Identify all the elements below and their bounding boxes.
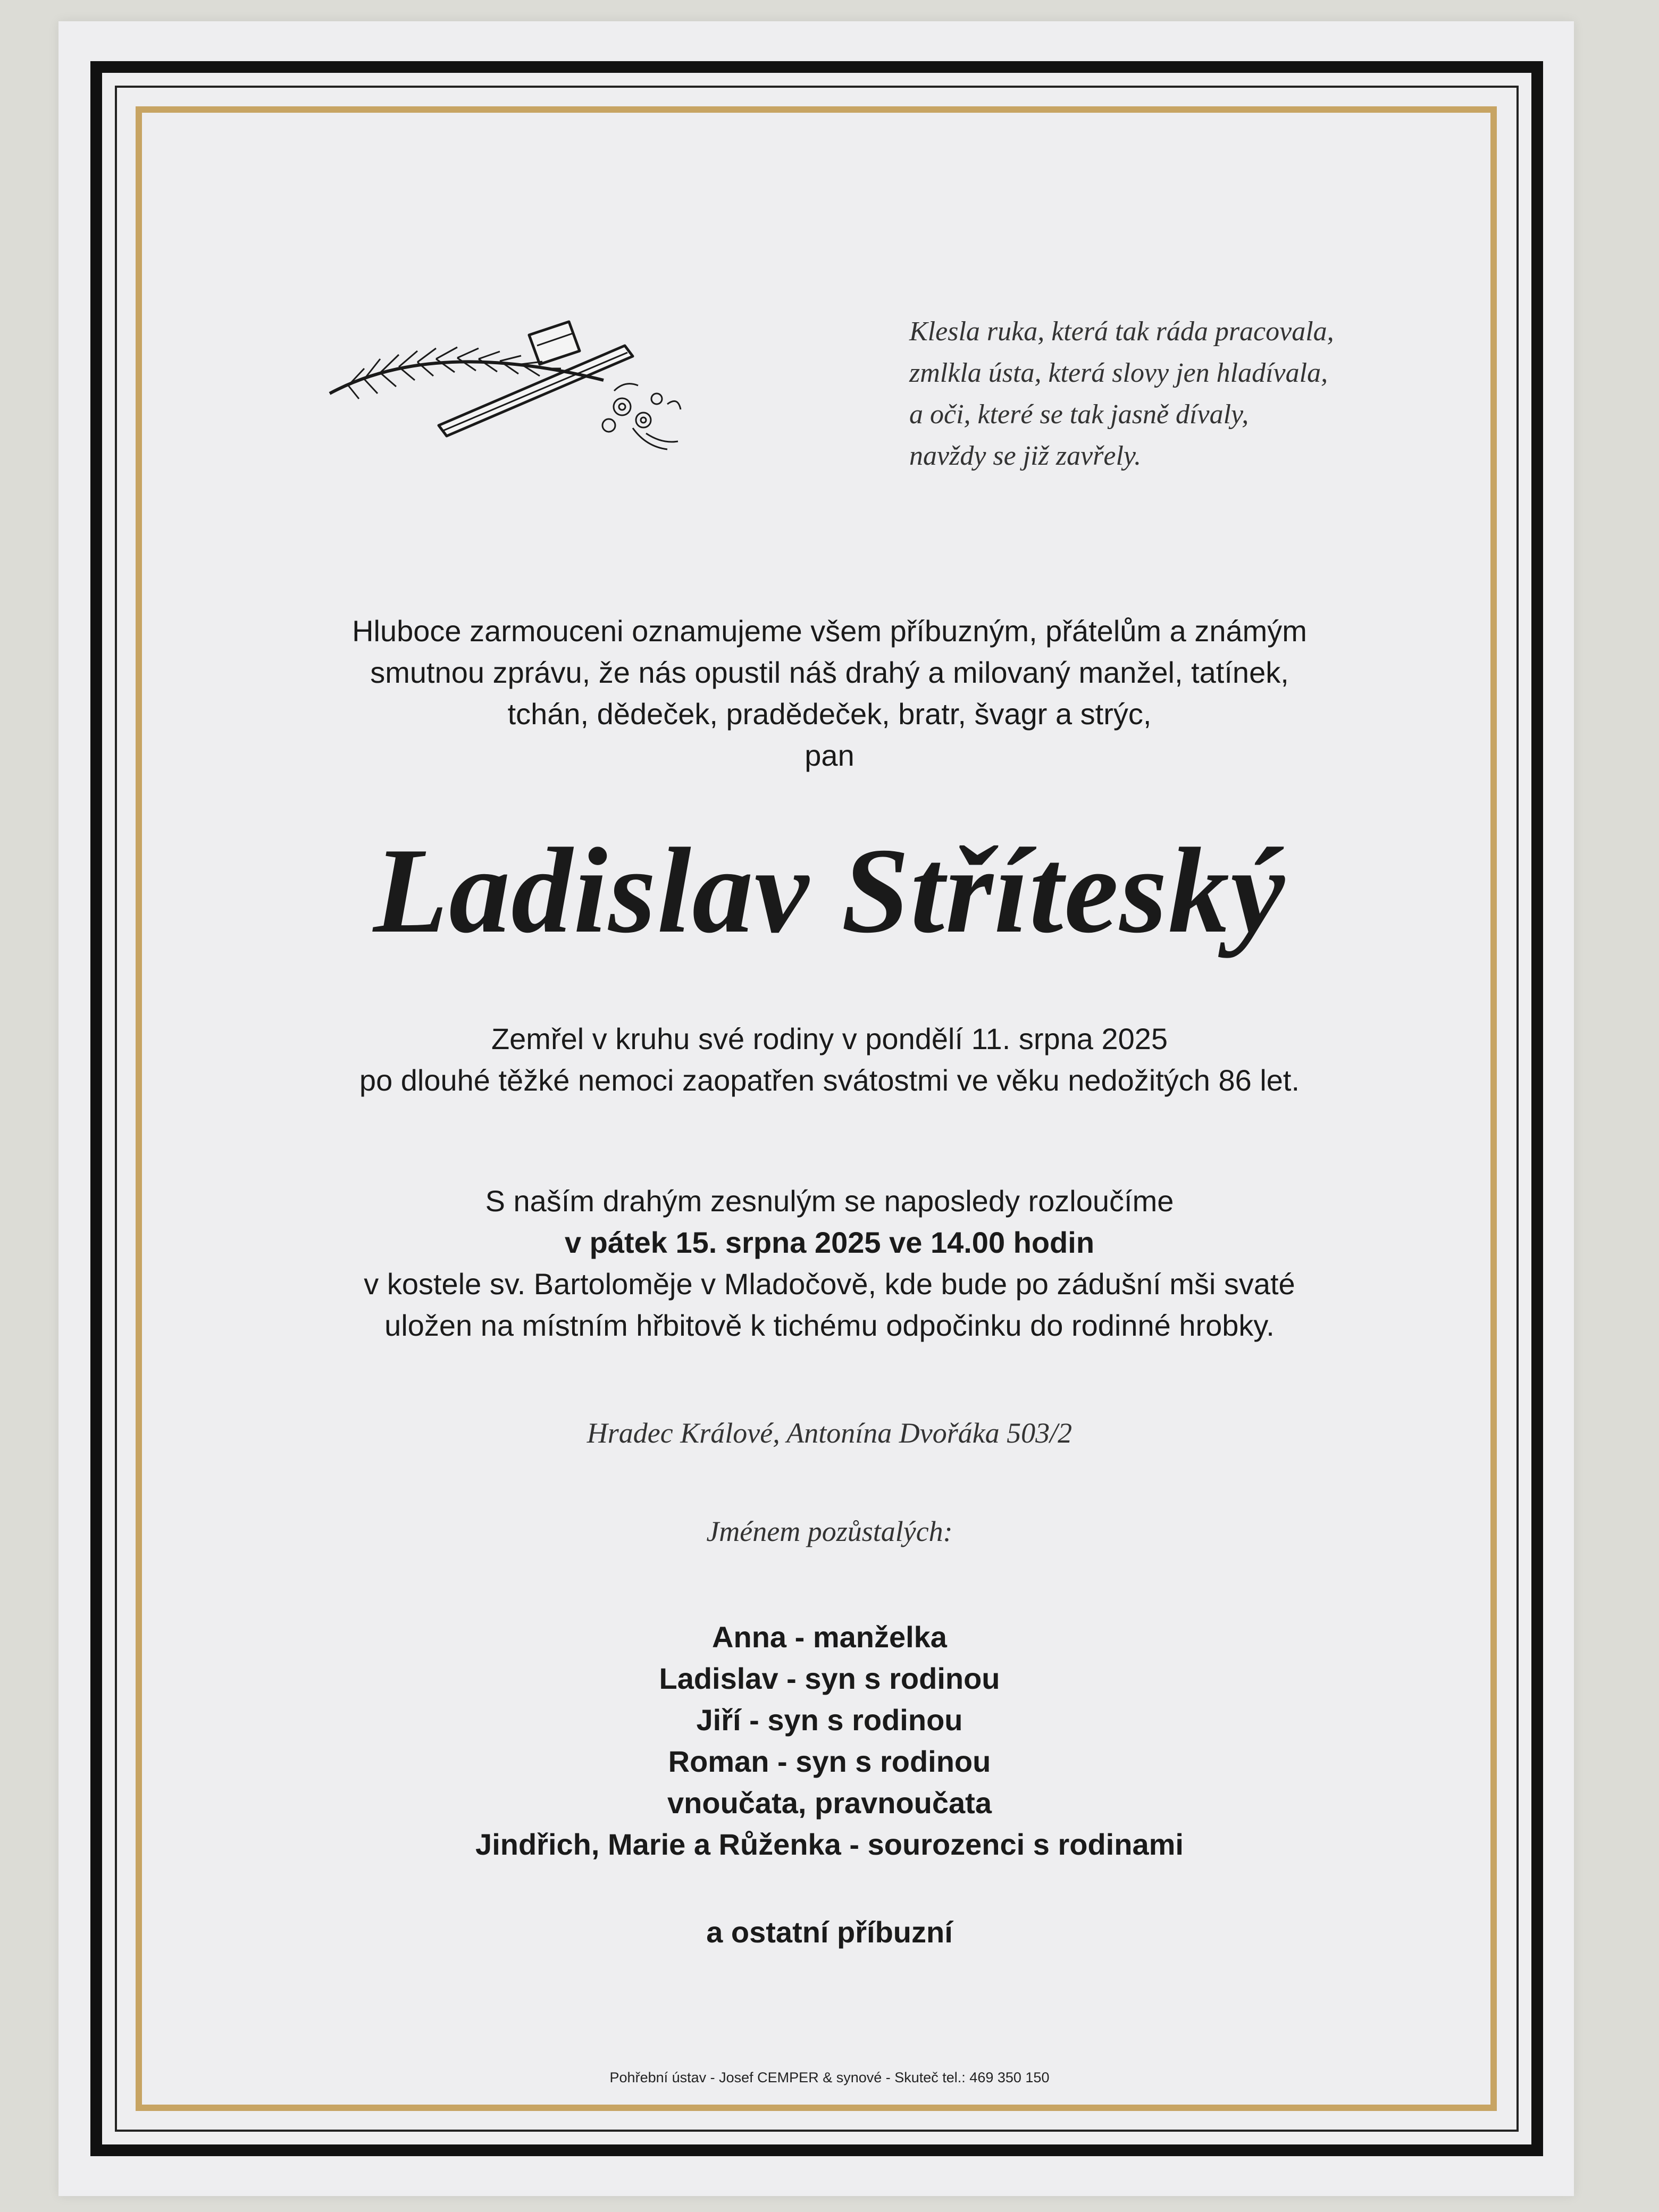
mourner-item: Roman - syn s rodinou — [668, 1745, 991, 1778]
funeral-burial: uložen na místním hřbitově k tichému odpočinku do rodinné hrobky. — [384, 1309, 1275, 1342]
death-line: Zemřel v kruhu své rodiny v pondělí 11. srpna 2025 — [491, 1022, 1168, 1055]
announcement-text — [0, 610, 1659, 776]
verse-line: Klesla ruka, která tak ráda pracovala, — [909, 316, 1334, 347]
mourner-item: Jindřich, Marie a Růženka - sourozenci s rodinami — [475, 1828, 1184, 1861]
mourner-item: Anna - manželka — [712, 1620, 947, 1654]
funeral-datetime: v pátek 15. srpna 2025 ve 14.00 hodin — [564, 1226, 1095, 1259]
mourner-item: vnoučata, pravnoučata — [667, 1786, 992, 1820]
memorial-verse — [909, 311, 1388, 477]
announcement-line: smutnou zprávu, že nás opustil náš drahý a milovaný manžel, tatínek, — [370, 656, 1289, 689]
mourner-item: Ladislav - syn s rodinou — [659, 1662, 1000, 1695]
announcement-line: pan — [805, 739, 854, 772]
cross-with-palm-branch-icon — [327, 306, 689, 455]
funeral-home-footer: Pohřební ústav - Josef CEMPER & synové - Skuteč tel.: 469 350 150 — [609, 2069, 1050, 2085]
death-notice — [0, 1018, 1659, 1101]
announcement-line: tchán, dědeček, pradědeček, bratr, švagr a strýc, — [507, 697, 1152, 731]
mourners-heading: Jménem pozůstalých: — [706, 1515, 953, 1547]
mourners-list — [0, 1616, 1659, 1865]
verse-line: a oči, které se tak jasně dívaly, — [909, 399, 1249, 430]
verse-line: zmlkla ústa, která slovy jen hladívala, — [909, 358, 1328, 388]
announcement-line: Hluboce zarmouceni oznamujeme všem příbuzným, přátelům a známým — [352, 614, 1307, 648]
deceased-name: Ladislav Stříteský — [373, 823, 1286, 958]
verse-line: navždy se již zavřely. — [909, 441, 1142, 471]
other-relatives: a ostatní příbuzní — [706, 1915, 953, 1949]
funeral-place: v kostele sv. Bartoloměje v Mladočově, kde bude po zádušní mši svaté — [364, 1267, 1295, 1301]
funeral-intro: S naším drahým zesnulým se naposledy rozloučíme — [485, 1184, 1174, 1218]
funeral-details — [0, 1180, 1659, 1346]
mourner-item: Jiří - syn s rodinou — [696, 1703, 963, 1737]
death-line: po dlouhé těžké nemoci zaopatřen svátostmi ve věku nedožitých 86 let. — [359, 1063, 1300, 1097]
family-address: Hradec Králové, Antonína Dvořáka 503/2 — [586, 1417, 1073, 1449]
